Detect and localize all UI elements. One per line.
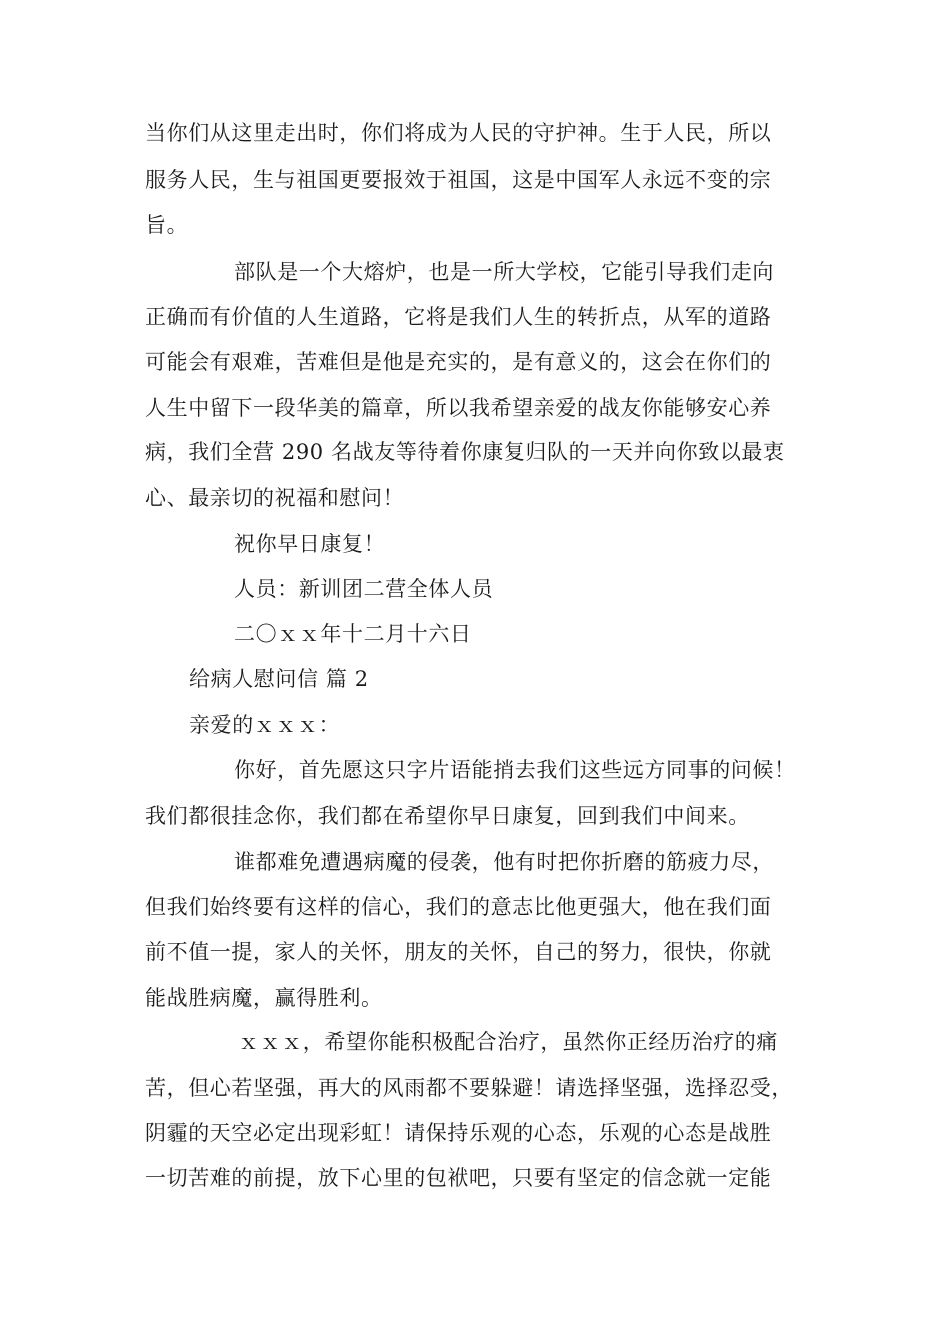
text-line: 服务人民，生与祖国更要报效于祖国，这是中国军人永远不变的宗 [145,168,772,192]
text-line: 病，我们全营 290 名战友等待着你康复归队的一天并向你致以最衷 [145,440,785,464]
text-line: 谁都难免遭遇病魔的侵袭，他有时把你折磨的筋疲力尽， [234,850,774,874]
text-line: 但我们始终要有这样的信心，我们的意志比他更强大，他在我们面 [145,895,772,919]
text-line: 可能会有艰难，苦难但是他是充实的，是有意义的，这会在你们的 [145,350,772,374]
text-line: 旨。 [145,213,189,237]
date-line: 二〇ｘｘ年十二月十六日 [234,622,472,646]
text-line: 部队是一个大熔炉，也是一所大学校，它能引导我们走向 [234,260,774,284]
text-line: 人生中留下一段华美的篇章，所以我希望亲爱的战友你能够安心养 [145,396,772,420]
text-line: 苦，但心若坚强，再大的风雨都不要躲避！请选择坚强，选择忍受， [145,1076,793,1100]
signature: 人员：新训团二营全体人员 [234,577,494,601]
text-line: 当你们从这里走出时，你们将成为人民的守护神。生于人民，所以 [145,121,772,145]
text-line: 正确而有价值的人生道路，它将是我们人生的转折点，从军的道路 [145,305,772,329]
text-line: ｘｘｘ，希望你能积极配合治疗，虽然你正经历治疗的痛 [238,1030,778,1054]
text-line: 能战胜病魔，赢得胜利。 [145,986,383,1010]
closing-wish: 祝你早日康复！ [234,532,386,556]
section-title: 给病人慰问信 篇 2 [189,667,369,691]
salutation: 亲爱的ｘｘｘ： [189,713,341,737]
text-line: 阴霾的天空必定出现彩虹！请保持乐观的心态，乐观的心态是战胜 [145,1121,772,1145]
text-line: 你好，首先愿这只字片语能捎去我们这些远方同事的问候！ [234,758,796,782]
text-line: 我们都很挂念你，我们都在希望你早日康复，回到我们中间来。 [145,804,750,828]
text-line: 一切苦难的前提，放下心里的包袱吧，只要有坚定的信念就一定能 [145,1166,772,1190]
text-line: 前不值一提，家人的关怀，朋友的关怀，自己的努力，很快，你就 [145,940,772,964]
text-line: 心、最亲切的祝福和慰问！ [145,486,405,510]
